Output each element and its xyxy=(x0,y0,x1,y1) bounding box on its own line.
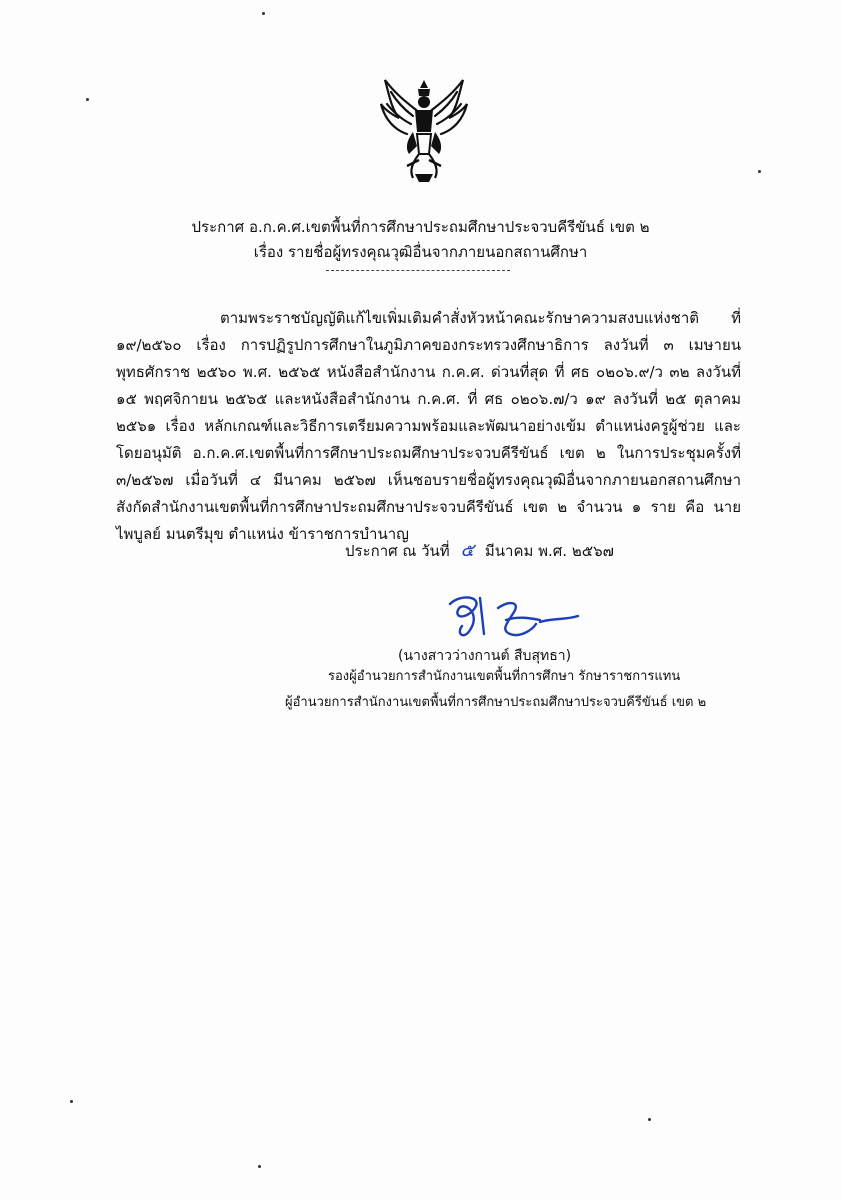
signatory-position-line2: ผู้อำนวยการสำนักงานเขตพื้นที่การศึกษาประถมศึกษาประจวบคีรีขันธ์ เขต ๒ xyxy=(285,695,707,710)
signatory-position-line1: รองผู้อำนวยการสำนักงานเขตพื้นที่การศึกษา รักษาราชการแทน xyxy=(328,669,681,684)
scan-speck xyxy=(262,12,265,15)
announcement-date xyxy=(345,540,614,562)
announcement-suffix: มีนาคม พ.ศ. ๒๕๖๗ xyxy=(484,542,614,560)
scan-speck xyxy=(758,170,761,173)
body-paragraph: ตามพระราชบัญญัติแก้ไขเพิ่มเติมคำสั่งหัวหน้าคณะรักษาความสงบแห่งชาติ ที่ ๑๙/๒๕๖๐ เรื่อง การปฏิรูปการศึกษาในภูมิภาคของกระทรวงศึกษาธิการ ลงวันที่ ๓ เมษายน พุทธศักราช ๒๕๖๐ พ.ศ. ๒๕๖๕ หนังสือสำนักงาน ก.ค.ศ. ด่วนที่สุด ที่ ศธ ๐๒๐๖.๙/ว ๓๒ ลงวันที่ ๑๕ พฤศจิกายน ๒๕๖๕ และหนังสือสำนักงาน ก.ค.ศ. ที่ ศธ ๐๒๐๖.๗/ว ๑๙ ลงวันที่ ๒๕ ตุลาคม ๒๕๖๑ เรื่อง หลักเกณฑ์และวิธีการเตรียมความพร้อมและพัฒนาอย่างเข้ม ตำแหน่งครูผู้ช่วย และโดยอนุมัติ อ.ก.ค.ศ.เขตพื้นที่การศึกษาประถมศึกษาประจวบคีรีขันธ์ เขต ๒ ในการประชุมครั้งที่ ๓/๒๕๖๗ เมื่อวันที่ ๔ มีนาคม ๒๕๖๗ เห็นชอบรายชื่อผู้ทรงคุณวุฒิอื่นจากภายนอกสถานศึกษา สังกัดสำนักงานเขตพื้นที่การศึกษาประถมศึกษาประจวบคีรีขันธ์ เขต ๒ จำนวน ๑ ราย คือ นายไพบูลย์ มนตรีมุข ตำแหน่ง ข้าราชการบำนาญ xyxy=(116,309,741,543)
document-title: ประกาศ อ.ก.ค.ศ.เขตพื้นที่การศึกษาประถมศึกษาประจวบคีรีขันธ์ เขต ๒ xyxy=(191,218,650,236)
announcement-day: ๕ xyxy=(460,540,475,561)
scan-speck xyxy=(258,1165,261,1168)
scan-speck xyxy=(648,1118,651,1121)
announcement-prefix: ประกาศ ณ วันที่ xyxy=(345,542,450,560)
signatory-name: (นางสาวว่างกานต์ สืบสุทธา) xyxy=(398,648,572,664)
handwritten-signature xyxy=(440,590,590,648)
scan-speck xyxy=(86,98,89,101)
title-divider xyxy=(326,270,510,271)
garuda-emblem-icon xyxy=(379,74,469,184)
scan-speck xyxy=(70,1100,73,1103)
document-subject: เรื่อง รายชื่อผู้ทรงคุณวุฒิอื่นจากภายนอกสถานศึกษา xyxy=(253,243,588,261)
